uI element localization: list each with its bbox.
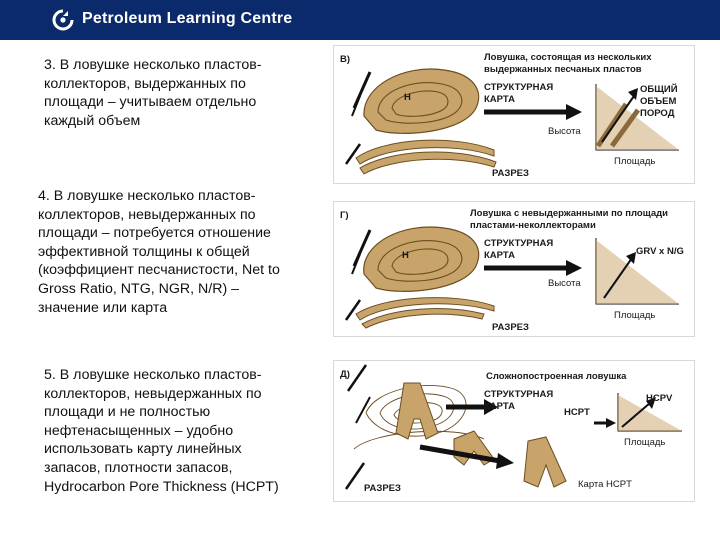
map-label-line1: СТРУКТУРНАЯ bbox=[484, 389, 554, 400]
panel-title: Сложнопостроенная ловушка bbox=[486, 371, 627, 382]
diagram-d bbox=[334, 361, 694, 501]
axis-height-label: Высота bbox=[548, 278, 581, 289]
map-label-line1: СТРУКТУРНАЯ bbox=[484, 238, 554, 249]
axis-area-label: Площадь bbox=[614, 156, 656, 167]
map-label-line1: СТРУКТУРНАЯ bbox=[484, 82, 554, 93]
hcpv-label: HCPV bbox=[646, 393, 673, 404]
axis-area-label: Площадь bbox=[614, 310, 656, 321]
brand-name: Petroleum Learning Centre bbox=[82, 10, 293, 27]
panel-letter: Д) bbox=[340, 369, 350, 380]
diagram-panel-g bbox=[333, 201, 695, 337]
total-volume-line1: ОБЩИЙ bbox=[640, 84, 678, 95]
cross-section bbox=[346, 140, 496, 174]
hcpt-map-label: Карта HCPT bbox=[578, 479, 632, 490]
total-volume-line3: ПОРОД bbox=[640, 108, 675, 119]
section-label: РАЗРЕЗ bbox=[492, 322, 529, 333]
panel-letter: В) bbox=[340, 54, 351, 65]
axis-height-label: Высота bbox=[548, 126, 581, 137]
map-label-line2: КАРТА bbox=[484, 401, 515, 412]
cross-section bbox=[346, 298, 494, 328]
axis-area-label: Площадь bbox=[624, 437, 666, 448]
item-4-text: 4. В ловушке несколько пластов- коллекторов, невыдержанных по площади – потребуется отношение эффективной толщины к общей (коэффициент песчанистости, Net to Gross Ratio, NTG, NGR, N/R) – значение или карта bbox=[38, 188, 280, 316]
hcpt-label: HCPT bbox=[564, 407, 590, 418]
diagram-panel-v bbox=[333, 45, 695, 184]
section-label: РАЗРЕЗ bbox=[364, 483, 401, 494]
map-label-line2: КАРТА bbox=[484, 250, 515, 261]
hcpt-arrow bbox=[606, 418, 616, 428]
header-bar bbox=[0, 0, 720, 40]
map-label-line2: КАРТА bbox=[484, 94, 515, 105]
panel-title-line2: пластами-неколлекторами bbox=[470, 220, 596, 231]
diagram-panel-d bbox=[333, 360, 695, 502]
map-to-graph-arrow bbox=[566, 104, 582, 120]
map-to-graph-arrow bbox=[566, 260, 582, 276]
section-label: РАЗРЕЗ bbox=[492, 168, 529, 179]
structure-map bbox=[352, 69, 479, 133]
diagram-g bbox=[334, 202, 694, 336]
grv-ntg-label: GRV x N/G bbox=[636, 246, 684, 257]
panel-letter: Г) bbox=[340, 210, 349, 221]
total-volume-line2: ОБЪЕМ bbox=[640, 96, 677, 107]
panel-title-line2: выдержанных песчаных пластов bbox=[484, 64, 642, 75]
panel-title-line1: Ловушка с невыдержанными по площади bbox=[470, 208, 668, 219]
item-5-text: 5. В ловушке несколько пластов- коллекторов, невыдержанных по площади и не полностью нефтенасыщенных – удобно использовать карту линейных запасов, плотности запасов, Hydrocarbon Pore Thickness (HCPT) bbox=[44, 367, 279, 495]
contour-letter: Н bbox=[402, 250, 409, 261]
structure-map bbox=[352, 227, 479, 291]
petroleum-logo-icon bbox=[52, 9, 74, 31]
panel-title-line1: Ловушка, состоящая из нескольких bbox=[484, 52, 652, 63]
item-3-text: 3. В ловушке несколько пластов- коллекторов, выдержанных по площади – учитываем отдельно каждый объем bbox=[44, 57, 262, 129]
cross-section bbox=[346, 431, 566, 489]
map-arrow-lower bbox=[496, 453, 514, 469]
diagram-v bbox=[334, 46, 694, 183]
contour-letter: Н bbox=[404, 92, 411, 103]
